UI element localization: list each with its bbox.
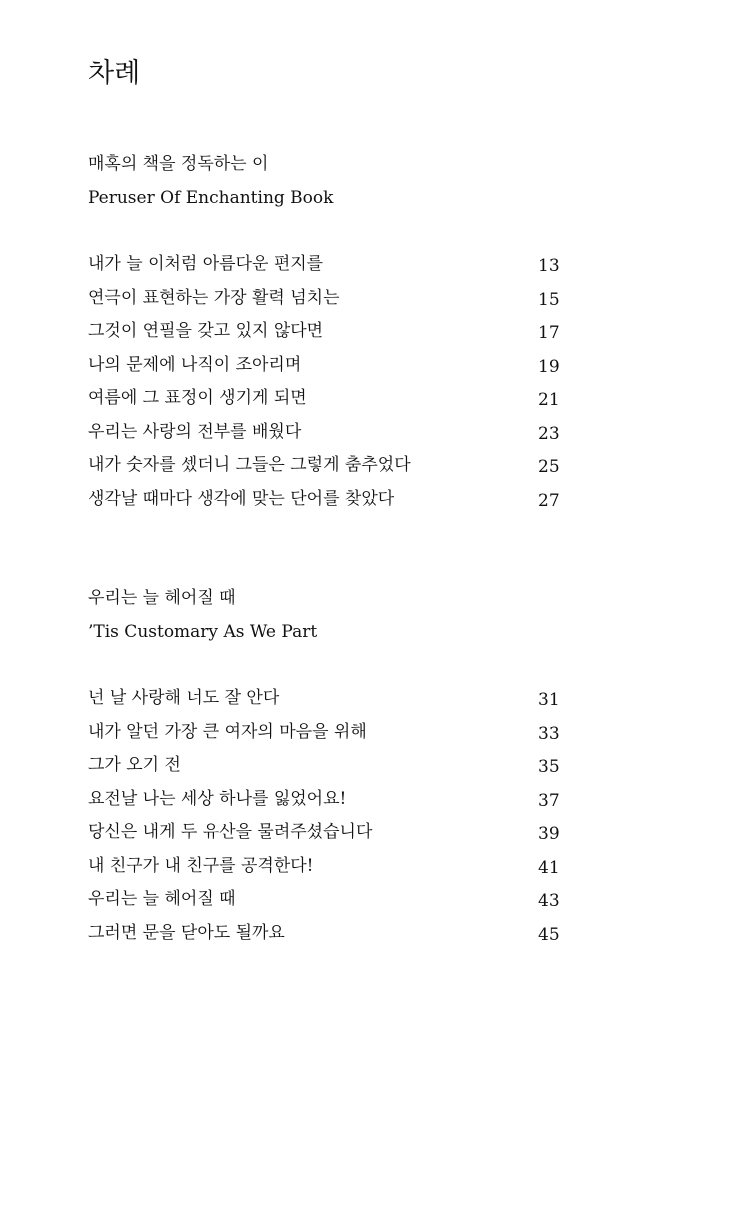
toc-entry[interactable] (88, 351, 568, 385)
part-2 (88, 584, 568, 952)
part-title-korean: 우리는 늘 헤어질 때 (88, 588, 236, 608)
page-number: 39 (538, 824, 560, 844)
page-number: 21 (538, 390, 560, 410)
entry-title: 우리는 늘 헤어질 때 (88, 889, 236, 909)
toc-entry[interactable] (88, 718, 568, 752)
entry-title: 우리는 사랑의 전부를 배웠다 (88, 421, 302, 442)
entry-title: 내가 숫자를 셌더니 그들은 그렇게 춤추었다 (88, 455, 411, 475)
entry-title: 그가 오기 전 (88, 755, 181, 775)
part-title-english: ’Tis Customary As We Part (88, 622, 318, 642)
toc-entry[interactable] (88, 485, 568, 519)
toc-entry[interactable] (88, 885, 568, 919)
toc-entry[interactable] (88, 384, 568, 418)
entry-title: 내가 늘 이처럼 아름다운 편지를 (88, 254, 324, 274)
page-number: 27 (538, 490, 560, 511)
entry-title: 그것이 연필을 갖고 있지 않다면 (88, 321, 324, 341)
page-number: 17 (538, 323, 560, 343)
toc-entry[interactable] (88, 818, 568, 852)
page-number: 45 (538, 924, 560, 945)
page-number: 43 (538, 891, 560, 911)
toc-entry[interactable] (88, 852, 568, 886)
toc-entry[interactable] (88, 418, 568, 452)
page-number: 37 (538, 790, 560, 811)
entry-title: 내 친구가 내 친구를 공격한다! (88, 855, 314, 876)
part-title-english: Peruser Of Enchanting Book (88, 188, 334, 208)
page-title: 차례 (88, 58, 141, 89)
page-number: 13 (538, 256, 560, 276)
entry-title: 그러면 문을 닫아도 될까요 (88, 922, 285, 943)
entry-title: 여름에 그 표정이 생기게 되면 (88, 388, 307, 408)
toc-entry[interactable] (88, 451, 568, 485)
entry-list (88, 250, 568, 518)
part-1 (88, 150, 568, 518)
part-title-korean: 매혹의 책을 정독하는 이 (88, 154, 269, 174)
page-number: 33 (538, 723, 560, 744)
toc-entry[interactable] (88, 317, 568, 351)
page-number: 41 (538, 857, 560, 878)
toc-entry[interactable] (88, 284, 568, 318)
entry-title: 요전날 나는 세상 하나를 잃었어요! (88, 788, 347, 809)
page-number: 15 (538, 289, 560, 310)
page-number: 35 (538, 757, 560, 777)
toc-entry[interactable] (88, 684, 568, 718)
page-number: 19 (538, 356, 560, 377)
toc-entry[interactable] (88, 919, 568, 953)
toc-entry[interactable] (88, 250, 568, 284)
page-number: 31 (538, 690, 560, 710)
entry-title: 나의 문제에 나직이 조아리며 (88, 354, 302, 375)
page-number: 25 (538, 457, 560, 477)
toc-entry[interactable] (88, 751, 568, 785)
entry-title: 내가 알던 가장 큰 여자의 마음을 위해 (88, 721, 367, 742)
entry-list (88, 684, 568, 952)
toc-entry[interactable] (88, 785, 568, 819)
entry-title: 생각날 때마다 생각에 맞는 단어를 찾았다 (88, 488, 395, 509)
entry-title: 넌 날 사랑해 너도 잘 안다 (88, 688, 280, 708)
entry-title: 당신은 내게 두 유산을 물려주셨습니다 (88, 822, 373, 842)
page-number: 23 (538, 423, 560, 444)
entry-title: 연극이 표현하는 가장 활력 넘치는 (88, 287, 340, 308)
